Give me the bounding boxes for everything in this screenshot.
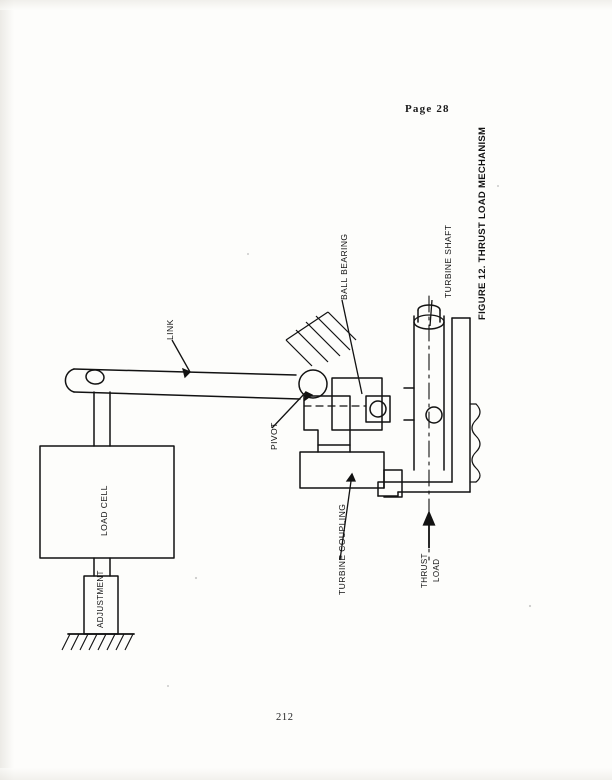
- leader-ball-bearing: [342, 300, 362, 394]
- link-left-end-cap: [65, 369, 74, 392]
- pivot-ball: [299, 370, 327, 398]
- label-load: LOAD: [432, 558, 441, 582]
- ball-bearing-ball: [370, 401, 386, 417]
- link-bottom-edge: [74, 392, 300, 399]
- break-line-right: [472, 404, 480, 482]
- label-turbine-shaft: TURBINE SHAFT: [443, 224, 453, 298]
- label-link: LINK: [165, 319, 175, 340]
- page-header-number: Page 28: [405, 103, 450, 115]
- ground-hatching: [62, 634, 133, 650]
- casing-foot: [378, 492, 398, 496]
- turbine-coupling-flange: [384, 470, 402, 497]
- label-ball-bearing: BALL BEARING: [339, 233, 349, 300]
- label-adjustment: ADJUSTMENT: [96, 570, 105, 628]
- shaft-bearing-ball: [426, 407, 442, 423]
- leader-pivot-arrowhead: [305, 392, 312, 400]
- link-left-pin-boss: [85, 369, 105, 385]
- leader-link: [172, 340, 190, 372]
- page-footer-number: 212: [276, 712, 294, 723]
- casing-base-left: [378, 482, 452, 496]
- leader-turbine-coupling-arrowhead: [347, 474, 355, 481]
- section-hatching-pivot: [286, 312, 356, 366]
- label-turbine-coupling: TURBINE COUPLING: [337, 503, 347, 595]
- thrust-load-arrowhead: [424, 512, 435, 525]
- figure-caption: FIGURE 12. THRUST LOAD MECHANISM: [477, 126, 488, 320]
- label-pivot: PIVOT: [269, 422, 279, 450]
- label-load-cell: LOAD CELL: [99, 485, 109, 536]
- label-thrust: THRUST: [420, 553, 429, 588]
- turbine-coupling-body: [300, 452, 384, 488]
- bearing-housing-left: [304, 396, 350, 445]
- leader-turbine-shaft: [430, 300, 432, 326]
